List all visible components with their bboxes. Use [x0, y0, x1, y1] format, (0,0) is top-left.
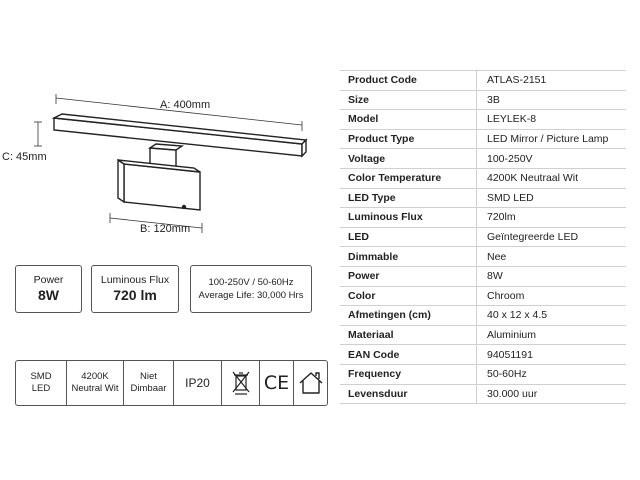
spec-value: 50-60Hz — [477, 364, 627, 384]
spec-row — [340, 384, 626, 404]
spec-value: LEYLEK-8 — [477, 110, 627, 130]
spec-value: LED Mirror / Picture Lamp — [477, 129, 627, 149]
ce-mark: CE — [263, 372, 290, 394]
spec-value: Nee — [477, 247, 627, 267]
smd-line-2: LED — [31, 383, 51, 394]
voltage-life-badge — [190, 265, 312, 313]
crossed-bin-icon — [231, 370, 251, 396]
spec-row — [340, 227, 626, 247]
spec-row — [340, 325, 626, 345]
spec-key: Product Code — [340, 71, 477, 91]
voltage-line: 100-250V / 50-60Hz — [208, 277, 294, 288]
spec-key: Model — [340, 110, 477, 130]
spec-key: Color Temperature — [340, 168, 477, 188]
spec-value: 720lm — [477, 208, 627, 228]
spec-key: Afmetingen (cm) — [340, 306, 477, 326]
smd-led-cell — [16, 361, 67, 405]
spec-row — [340, 266, 626, 286]
spec-row — [340, 306, 626, 326]
spec-value: 30.000 uur — [477, 384, 627, 404]
spec-key: EAN Code — [340, 345, 477, 365]
spec-row — [340, 110, 626, 130]
temp-line-1: 4200K — [81, 371, 109, 382]
spec-value: 4200K Neutraal Wit — [477, 168, 627, 188]
ip-rating-cell — [174, 361, 222, 405]
spec-key: Dimmable — [340, 247, 477, 267]
spec-value: 8W — [477, 266, 627, 286]
product-dimension-drawing — [0, 80, 330, 250]
spec-value: 40 x 12 x 4.5 — [477, 306, 627, 326]
flux-badge-value: 720 lm — [113, 287, 157, 303]
weee-cell — [222, 361, 260, 405]
not-dimmable-cell — [124, 361, 174, 405]
light-bar — [54, 114, 306, 156]
indoor-use-cell — [294, 361, 327, 405]
flux-badge-label: Luminous Flux — [100, 274, 170, 286]
spec-row — [340, 71, 626, 91]
spec-row — [340, 168, 626, 188]
spec-value: 94051191 — [477, 345, 627, 365]
power-badge-value: 8W — [38, 287, 59, 303]
dimension-a-label: A: 400mm — [160, 99, 211, 111]
spec-key: Power — [340, 266, 477, 286]
temp-line-2: Neutral Wit — [71, 383, 119, 394]
spec-row — [340, 149, 626, 169]
average-life-line: Average Life: 30,000 Hrs — [198, 290, 304, 301]
smd-line-1: SMD — [30, 371, 52, 382]
dim-line-2: Dimbaar — [130, 383, 167, 394]
spec-value: 3B — [477, 90, 627, 110]
dim-line-1: Niet — [140, 371, 157, 382]
spec-row — [340, 188, 626, 208]
certification-icon-row — [15, 360, 328, 406]
spec-value: Geïntegreerde LED — [477, 227, 627, 247]
spec-key: LED Type — [340, 188, 477, 208]
specification-table — [340, 70, 626, 404]
spec-key: Luminous Flux — [340, 208, 477, 228]
color-temp-cell — [67, 361, 124, 405]
spec-row — [340, 345, 626, 365]
power-badge — [15, 265, 82, 313]
spec-key: Color — [340, 286, 477, 306]
house-icon — [298, 371, 324, 395]
spec-key: Size — [340, 90, 477, 110]
dimension-c-label: C: 45mm — [2, 151, 47, 163]
power-badge-label: Power — [33, 274, 64, 286]
spec-row — [340, 90, 626, 110]
ip-rating-text: IP20 — [185, 376, 210, 390]
spec-key: Levensduur — [340, 384, 477, 404]
spec-row — [340, 129, 626, 149]
spec-row — [340, 247, 626, 267]
flux-badge — [91, 265, 179, 313]
spec-key: LED — [340, 227, 477, 247]
dimension-b-label: B: 120mm — [140, 223, 191, 235]
wall-plate — [118, 160, 200, 210]
spec-value: ATLAS-2151 — [477, 71, 627, 91]
spec-value: Aluminium — [477, 325, 627, 345]
spec-value: SMD LED — [477, 188, 627, 208]
spec-value: 100-250V — [477, 149, 627, 169]
ce-mark-cell — [260, 361, 294, 405]
spec-value: Chroom — [477, 286, 627, 306]
spec-row — [340, 286, 626, 306]
spec-row — [340, 208, 626, 228]
spec-key: Materiaal — [340, 325, 477, 345]
spec-key: Product Type — [340, 129, 477, 149]
dimension-c-line — [34, 122, 42, 146]
spec-key: Frequency — [340, 364, 477, 384]
spec-key: Voltage — [340, 149, 477, 169]
spec-row — [340, 364, 626, 384]
